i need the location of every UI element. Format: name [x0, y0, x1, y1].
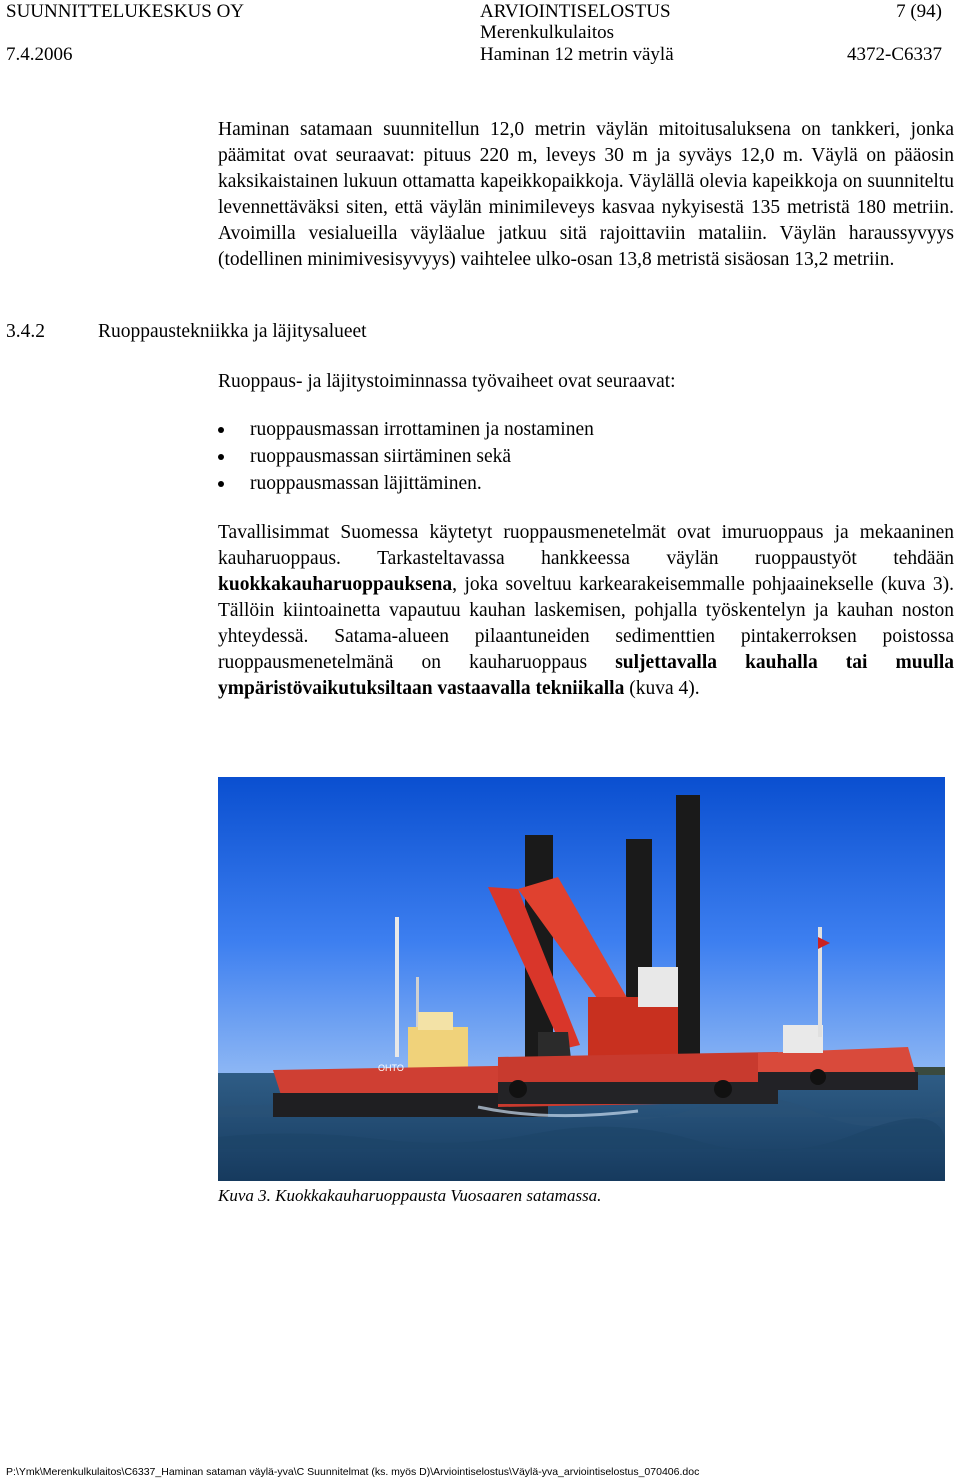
header-doc-type: ARVIOINTISELOSTUS [480, 1, 671, 22]
methods-paragraph: Tavallisimmat Suomessa käytetyt ruoppausmenetelmät ovat imuruoppaus ja mekaaninen kauharuoppaus. Tarkasteltavassa hankkeessa väylän ruoppaustyöt tehdään kuokkakauharuoppauksena, joka soveltuu karkearakeisemmalle pohjaainekselle (kuva 3). Tällöin kiintoainetta vapautuu kauhan laskemisen, pohjalla työskentelyn ja kauhan noston yhteydessä. Satama-alueen pilaantuneiden sedimenttien pintakerroksen poistossa ruoppausmenetelmänä on kauharuoppaus suljettavalla kauhalla tai muulla ympäristövaikutuksiltaan vastaavalla tekniikalla (kuva 4). [218, 522, 955, 699]
footer-file-path: P:\Ymk\Merenkulkulaitos\C6337_Haminan sataman väylä-yva\C Suunnitelmat (ks. myös D)\Arviointiselostus\Väylä-yva_arviointiselostus_070406.doc [6, 1466, 700, 1478]
header-page-number: 7 (94) [896, 1, 942, 22]
phases-list [218, 416, 594, 497]
header-date: 7.4.2006 [6, 44, 73, 65]
method-dipper-dredging: kuokkakauharuoppauksena [218, 574, 453, 595]
figure-caption: Kuva 3. Kuokkakauharuoppausta Vuosaaren satamassa. [218, 1186, 602, 1205]
header-project: Haminan 12 metrin väylä [480, 44, 674, 65]
hull-name-text: OHTO [378, 1063, 404, 1073]
bullet-icon [218, 481, 224, 487]
phases-intro: Ruoppaus- ja läjitystoiminnassa työvaiheet ovat seuraavat: [218, 371, 676, 392]
intro-paragraph: Haminan satamaan suunnitellun 12,0 metrin väylän mitoitusaluksena on tankkeri, jonka päämitat ovat seuraavat: pituus 220 m, leveys 30 m ja syväys 12,0 m. Väylä on pääosin kaksikaistainen lukuun ottamatta kapeikkopaikkoja. Väylällä olevia kapeikkoja on suunniteltu levennettäväksi siten, että väylän minimileveys kasvaa nykyisestä 135 metristä 180 metriin. Avoimilla vesialueilla väyläalue jatkuu sitä rajoittaviin mataliin. Väylän haraussyvyys (todellinen minimivesisyvyys) vaihtelee ulko-osan 13,8 metristä sisäosan 13,2 metriin. [218, 119, 954, 270]
section-title: Ruoppaustekniikka ja läjitysalueet [98, 321, 367, 342]
list-item: ruoppausmassan läjittäminen. [218, 470, 594, 497]
bullet-icon [218, 427, 224, 433]
section-heading [6, 319, 367, 345]
list-item: ruoppausmassan irrottaminen ja nostaminen [218, 416, 594, 443]
dredging-photo [218, 777, 945, 1181]
bullet-icon [218, 454, 224, 460]
header-client: Merenkulkulaitos [480, 22, 615, 43]
section-number: 3.4.2 [6, 321, 45, 342]
list-item: ruoppausmassan siirtäminen sekä [218, 443, 594, 470]
method-closed-bucket: suljettavalla kauhalla tai muulla ympäristövaikutuksiltaan vastaavalla tekniikalla [218, 652, 955, 699]
header-company: SUUNNITTELUKESKUS OY [6, 1, 245, 22]
header-project-code: 4372-C6337 [847, 44, 942, 65]
